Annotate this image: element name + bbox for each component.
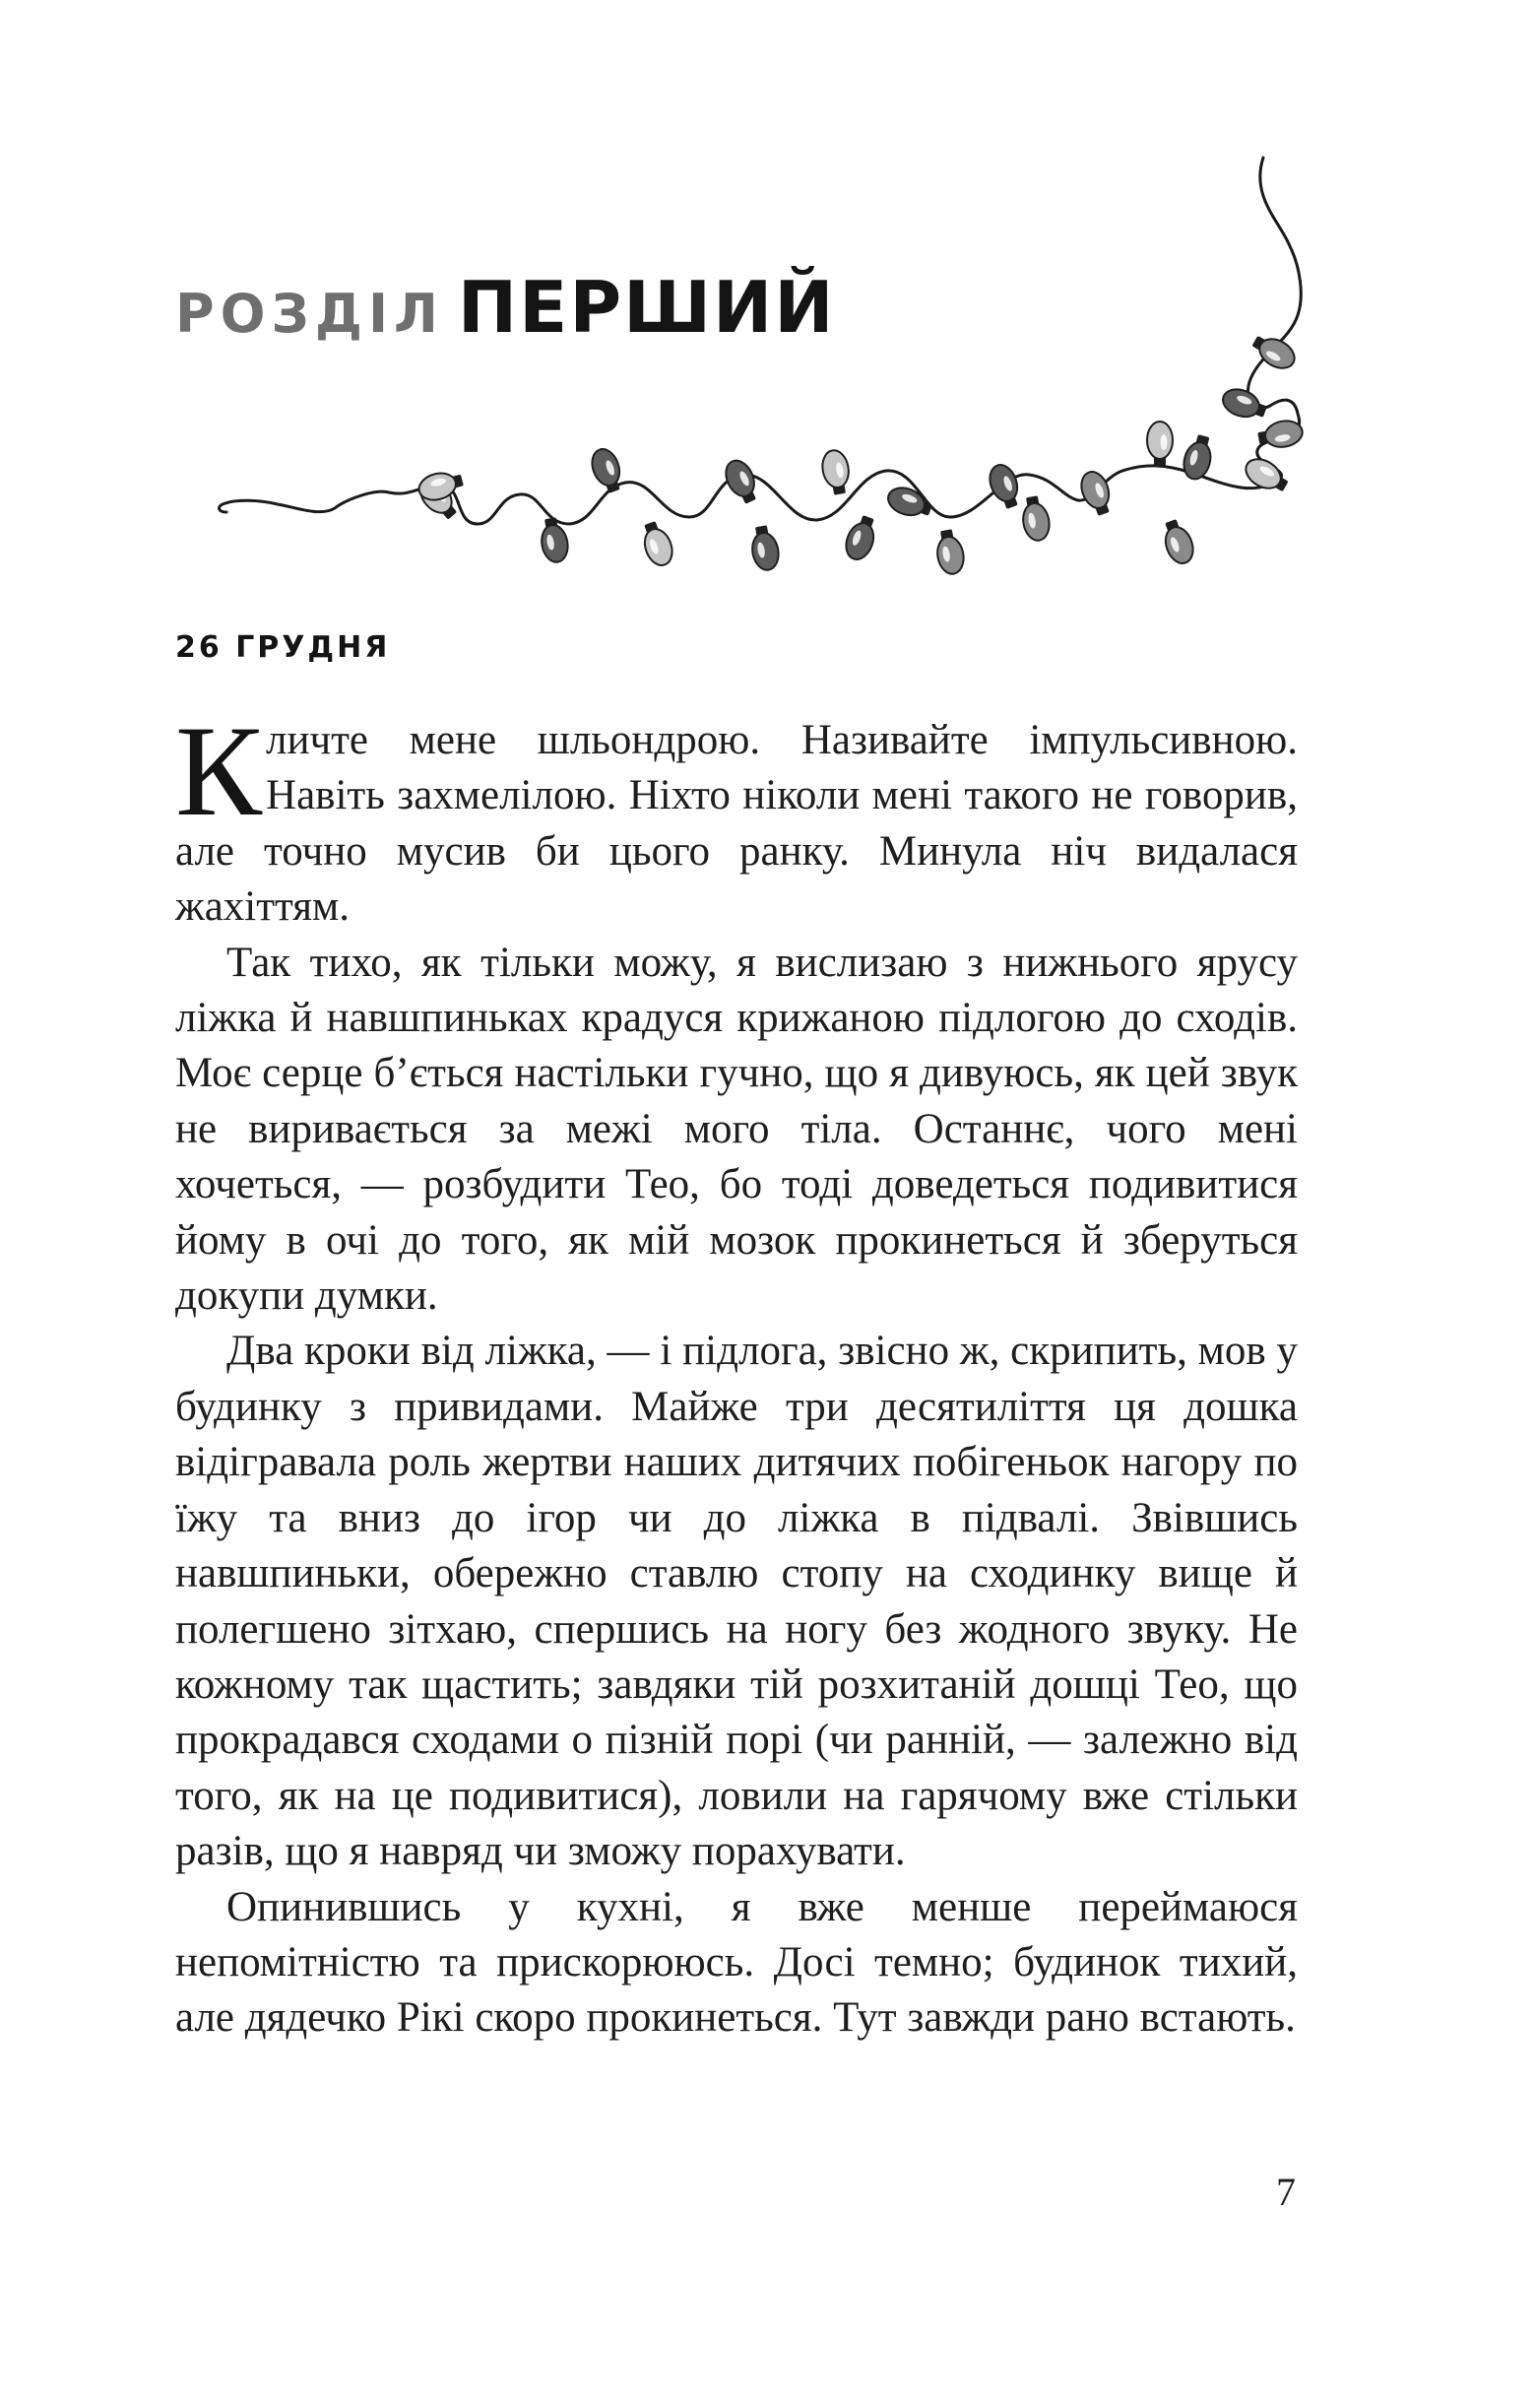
light-bulb-12 — [933, 528, 966, 576]
paragraph-1-text: личте мене шльондрою. Називайте імпульсивною. Навіть захмелілою. Ніхто ніколи мені такого не говорив, але точно мусив би цього ранку. Минула ніч видалася жахіттям. — [175, 717, 1298, 931]
light-bulb-17 — [588, 445, 627, 495]
light-bulb-16 — [748, 524, 781, 572]
bulbs-group — [415, 330, 1305, 576]
bulb-glass — [820, 448, 852, 489]
bulb-glass — [1147, 422, 1173, 459]
light-bulb-5 — [1147, 422, 1173, 466]
paragraph-1 — [175, 698, 1298, 936]
light-bulb-18 — [638, 519, 677, 569]
paragraph-2: Так тихо, як тільки можу, я вислизаю з нижнього ярусу ліжка й навшпиньках крадуся крижаною підлогою до сходів. Моє серце б’ється настільки гучно, що я дивуюсь, як цей звук не виривається за межі мого тіла. Останнє, чого мені хочеться, — розбудити Тео, бо тоді доведеться подивитися йому в очі до того, як мій мозок прокинеться й зберуться докупи думки. — [175, 939, 1298, 1320]
light-bulb-10 — [1019, 494, 1052, 543]
bulb-glass — [1077, 468, 1114, 512]
bulb-glass — [588, 445, 624, 489]
chapter-word: РОЗДІЛ — [175, 283, 444, 345]
drop-cap: К — [175, 698, 263, 843]
light-bulb-7 — [1077, 468, 1117, 518]
lights-wire — [220, 158, 1302, 524]
body-text — [175, 698, 1298, 2047]
bulb-glass — [749, 531, 781, 572]
page-number: 7 — [1276, 2170, 1296, 2214]
bulb-glass — [640, 525, 676, 569]
string-lights-illustration — [0, 0, 1535, 630]
light-bulb-3 — [1256, 419, 1305, 451]
light-bulb-8 — [1159, 517, 1198, 567]
date-heading: 26 ГРУДНЯ — [175, 630, 391, 665]
bulb-glass — [884, 484, 928, 520]
bulb-glass — [842, 519, 878, 563]
bulb-glass — [1020, 501, 1052, 543]
light-bulb-9 — [986, 461, 1025, 511]
light-bulb-15 — [721, 456, 763, 507]
light-bulb-4 — [1241, 453, 1292, 497]
paragraph-4: Опинившись у кухні, я вже менше переймаюся непомітністю та прискорююсь. Досі темно; будинок тихий, але дядечко Рікі скоро прокинеться. Тут завжди рано встають. — [175, 1883, 1298, 2042]
light-bulb-6 — [1180, 432, 1216, 482]
bulb-highlight — [1161, 434, 1168, 450]
bulb-glass — [1161, 523, 1197, 567]
light-bulb-13 — [820, 448, 853, 496]
light-bulb-14 — [842, 513, 881, 563]
bulb-glass — [1219, 385, 1263, 422]
bulb-glass — [934, 535, 966, 576]
paragraph-3: Два кроки від ліжка, — і підлога, звісно ж, скрипить, мов у будинку з привидами. Майже три десятиліття ця дошка відігравала роль жертви наших дитячих побігеньок нагору по їжу та вниз до ігор чи до ліжка в підвалі. Звівшись навшпиньки, обережно ставлю стопу на сходинку вище й полегшено зітхаю, спершись на ногу без жодного звуку. Не кожному так щастить; завдяки тій розхитаній дошці Тео, що прокрадався сходами о пізній порі (чи ранній, — залежно від того, як на це подивитися), ловили на гарячому вже стільки разів, що я навряд чи зможу порахувати. — [175, 1328, 1298, 1875]
bulb-glass — [1180, 439, 1214, 482]
chapter-number: ПЕРШИЙ — [457, 266, 836, 349]
bulb-glass — [539, 523, 570, 564]
light-bulb-2 — [1219, 385, 1269, 424]
bulb-glass — [986, 461, 1022, 505]
